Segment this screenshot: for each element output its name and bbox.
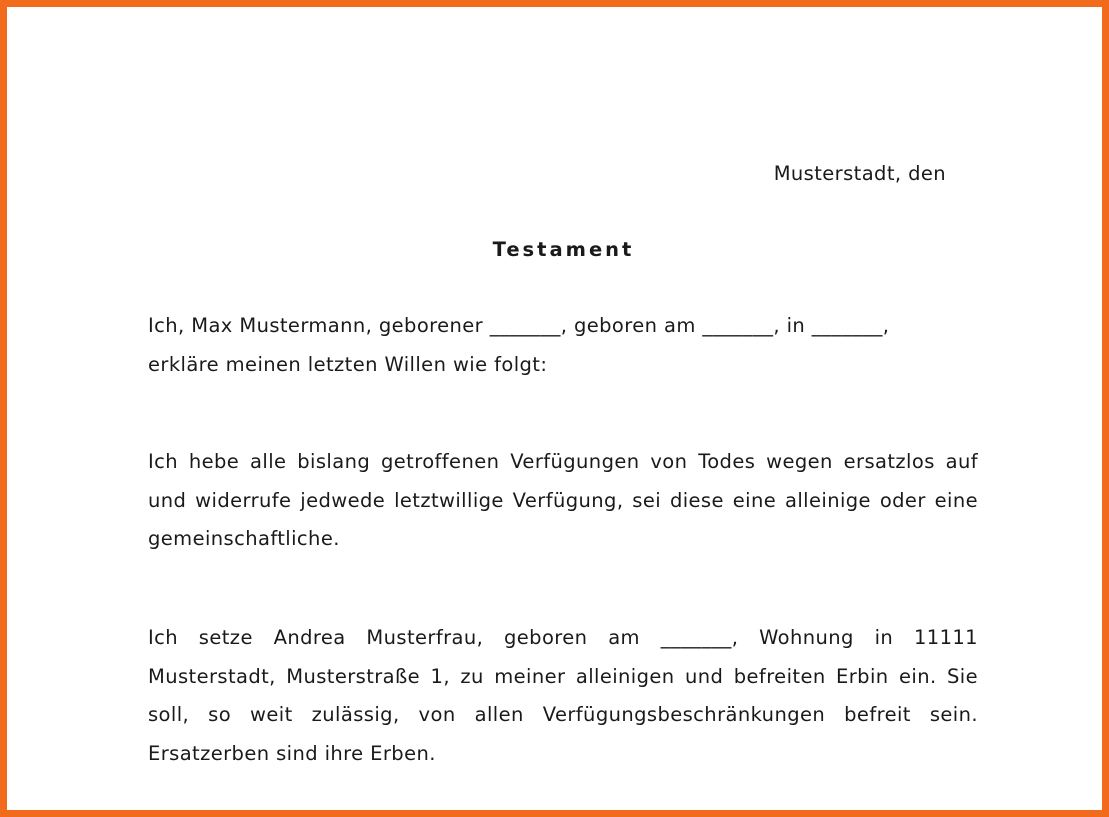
paragraph-line: Ich, Max Mustermann, geborener _______, geboren am _______, in _______, <box>148 314 890 337</box>
paragraph-line: Musterstadt, Musterstraße 1, zu meiner alleinigen und befreiten Erbin ein. Sie <box>148 664 978 688</box>
paragraph-line: Ich hebe alle bislang getroffenen Verfügungen von Todes wegen ersatzlos auf <box>148 450 978 473</box>
paragraph-line: soll, so weit zulässig, von allen Verfügungsbeschränkungen befreit sein. <box>148 703 978 726</box>
paragraph-line: gemeinschaftliche. <box>148 527 340 550</box>
paragraph-line: und widerrufe jedwede letztwillige Verfügung, sei diese eine alleinige oder eine <box>148 488 978 512</box>
paragraph-revocation <box>148 443 978 559</box>
paragraph-testator-declaration <box>148 307 978 384</box>
document-title: Testament <box>492 238 635 261</box>
paragraph-line: Ich setze Andrea Musterfrau, geboren am _______, Wohnung in 11111 <box>148 626 978 649</box>
paragraph-line: Ersatzerben sind ihre Erben. <box>148 741 436 765</box>
paragraph-line: erkläre meinen letzten Willen wie folgt: <box>148 352 548 376</box>
paragraph-heir-appointment <box>148 619 978 773</box>
place-date-line: Musterstadt, den <box>773 162 946 185</box>
